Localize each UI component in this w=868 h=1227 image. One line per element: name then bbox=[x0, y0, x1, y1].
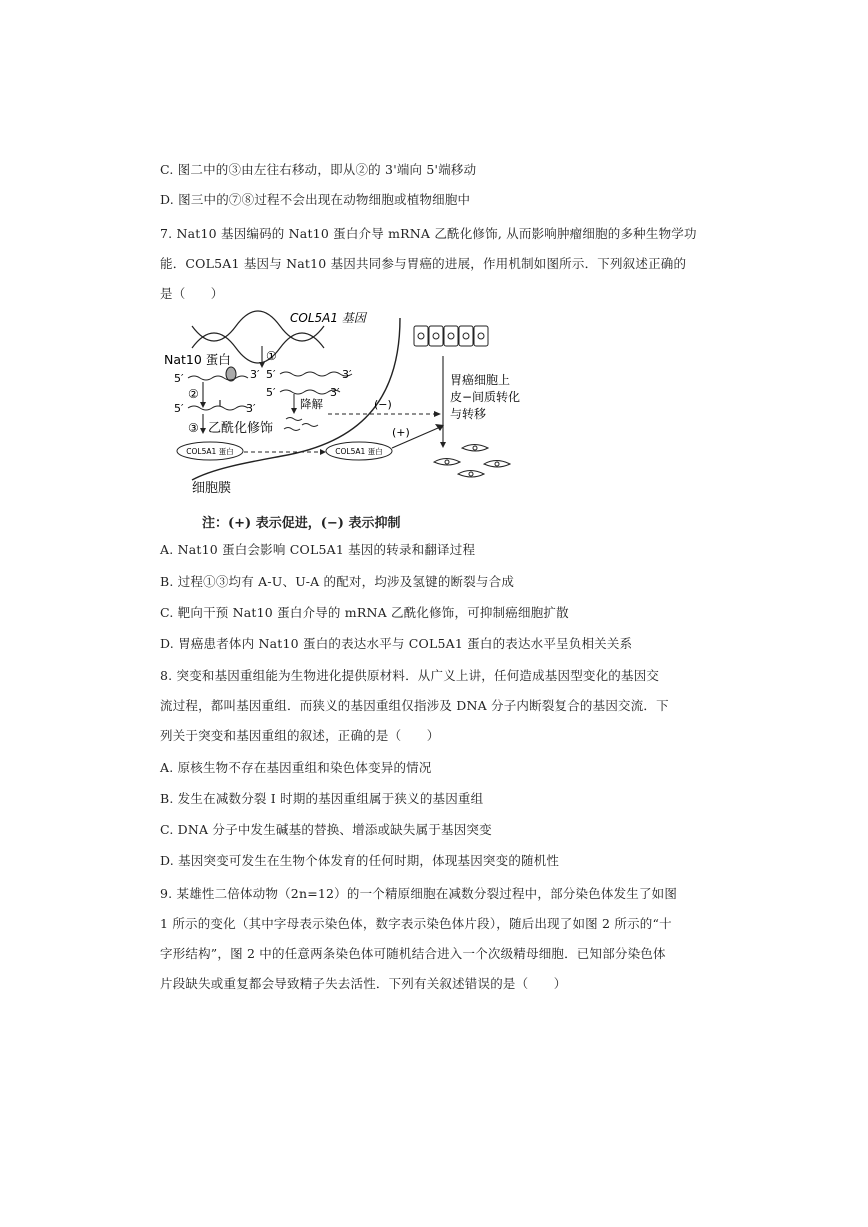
svg-text:与转移: 与转移 bbox=[450, 407, 487, 421]
svg-text:COL5A1 蛋白: COL5A1 蛋白 bbox=[335, 447, 383, 456]
svg-text:5′: 5′ bbox=[174, 372, 184, 385]
mesenchymal-cells bbox=[434, 445, 510, 478]
membrane-label: 细胞膜 bbox=[192, 481, 232, 496]
svg-text:3′: 3′ bbox=[250, 368, 260, 381]
question-7-option-b: B. 过程①③均有 A-U、U-A 的配对，均涉及氢键的断裂与合成 bbox=[160, 574, 515, 589]
question-7-stem-line-2: 能．COL5A1 基因与 Nat10 基因共同参与胃癌的进展，作用机制如图所示．下列叙述正确的 bbox=[160, 256, 687, 271]
question-9-stem-line-4: 片段缺失或重复都会导致精子失去活性．下列有关叙述错误的是（ ） bbox=[160, 976, 567, 991]
step-2-label: ② bbox=[188, 387, 199, 401]
promote-label: (+) bbox=[392, 426, 410, 439]
question-6-option-c: C. 图二中的③由左往右移动，即从②的 3'端向 5'端移动 bbox=[160, 162, 477, 177]
question-8-option-a: A. 原核生物不存在基因重组和染色体变异的情况 bbox=[160, 760, 432, 775]
mrna-left bbox=[188, 376, 248, 380]
question-7-option-d: D. 胃癌患者体内 Nat10 蛋白的表达水平与 COL5A1 蛋白的表达水平呈负相关关系 bbox=[160, 636, 633, 651]
step-3-label: ③ bbox=[188, 421, 199, 435]
question-7-stem-line-3: 是（ ） bbox=[160, 286, 224, 301]
question-7-stem-line-1: 7. Nat10 基因编码的 Nat10 蛋白介导 mRNA 乙酰化修饰, 从而影响肿瘤细胞的多种生物学功 bbox=[160, 226, 697, 241]
degraded-fragments bbox=[284, 418, 318, 431]
question-7-option-c: C. 靶向干预 Nat10 蛋白介导的 mRNA 乙酰化修饰，可抑制癌细胞扩散 bbox=[160, 605, 569, 620]
question-8-stem-line-2: 流过程，都叫基因重组．而狭义的基因重组仅指涉及 DNA 分子内断裂复合的基因交流．下 bbox=[160, 698, 669, 713]
question-9-stem-line-2: 1 所示的变化（其中字母表示染色体，数字表示染色体片段），随后出现了如图 2 所示的“十 bbox=[160, 916, 672, 931]
svg-text:5′: 5′ bbox=[266, 368, 276, 381]
question-9-stem-line-1: 9. 某雄性二倍体动物（2n=12）的一个精原细胞在减数分裂过程中，部分染色体发生了如图 bbox=[160, 886, 678, 901]
acetyl-label: 乙酰化修饰 bbox=[208, 421, 274, 436]
step-1-label: ① bbox=[266, 349, 277, 363]
mechanism-diagram bbox=[162, 308, 542, 500]
question-8-option-c: C. DNA 分子中发生碱基的替换、增添或缺失属于基因突变 bbox=[160, 822, 492, 837]
svg-text:3′: 3′ bbox=[246, 402, 256, 415]
svg-text:COL5A1 蛋白: COL5A1 蛋白 bbox=[186, 447, 234, 456]
svg-text:胃癌细胞上: 胃癌细胞上 bbox=[450, 373, 511, 387]
question-8-option-b: B. 发生在减数分裂 I 时期的基因重组属于狭义的基因重组 bbox=[160, 791, 484, 806]
degrade-label: 降解 bbox=[300, 397, 323, 411]
question-9-stem-line-3: 字形结构”，图 2 中的任意两条染色体可随机结合进入一个次级精母细胞．已知部分染色体 bbox=[160, 946, 666, 961]
svg-text:皮−间质转化: 皮−间质转化 bbox=[450, 390, 521, 404]
svg-text:3′: 3′ bbox=[330, 386, 340, 399]
question-7-option-a: A. Nat10 蛋白会影响 COL5A1 基因的转录和翻译过程 bbox=[160, 542, 476, 557]
question-8-stem-line-1: 8. 突变和基因重组能为生物进化提供原材料．从广义上讲，任何造成基因型变化的基因交 bbox=[160, 668, 660, 683]
svg-text:3′: 3′ bbox=[342, 368, 352, 381]
question-6-option-d: D. 图三中的⑦⑧过程不会出现在动物细胞或植物细胞中 bbox=[160, 192, 471, 207]
svg-text:5′: 5′ bbox=[174, 402, 184, 415]
svg-text:5′: 5′ bbox=[266, 386, 276, 399]
diagram-note: 注：(+) 表示促进，(−) 表示抑制 bbox=[202, 516, 401, 531]
question-8-option-d: D. 基因突变可发生在生物个体发育的任何时期，体现基因突变的随机性 bbox=[160, 853, 560, 868]
epithelial-cells bbox=[414, 326, 488, 346]
gene-label: COL5A1 基因 bbox=[290, 311, 366, 325]
question-8-stem-line-3: 列关于突变和基因重组的叙述，正确的是（ ） bbox=[160, 728, 440, 743]
nat10-label: Nat10 蛋白 bbox=[164, 352, 231, 367]
inhibit-label: (−) bbox=[374, 398, 392, 411]
